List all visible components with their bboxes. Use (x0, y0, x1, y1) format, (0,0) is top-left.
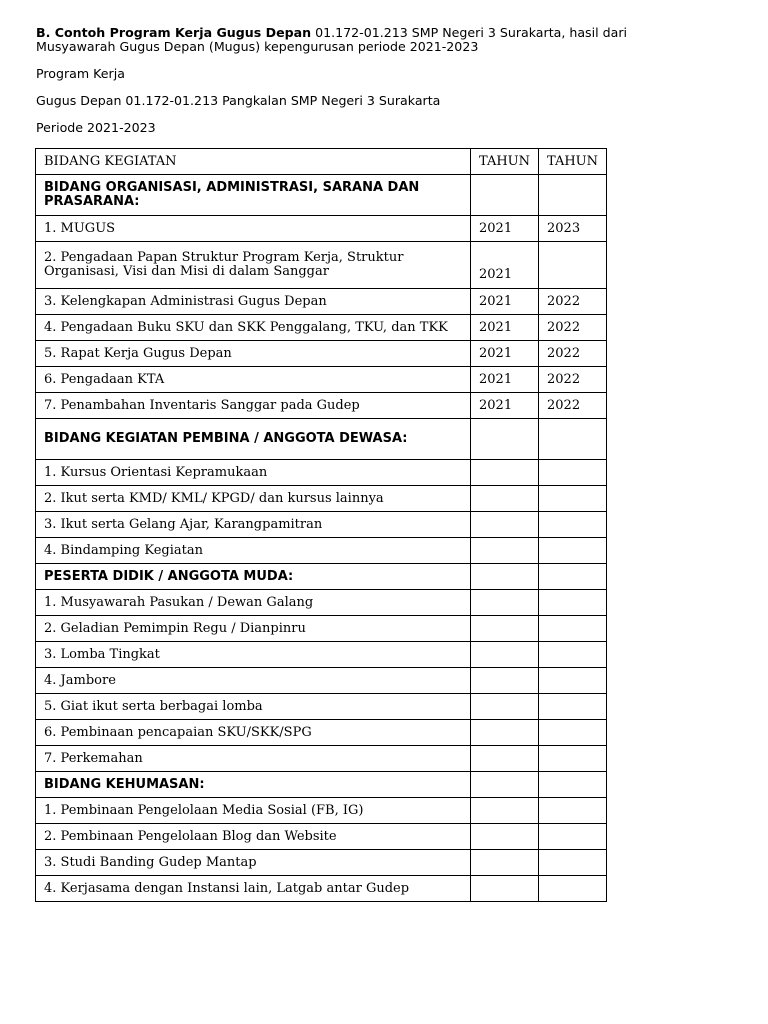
kegiatan-cell: 4. Jambore (36, 668, 471, 694)
tahun-1-cell (471, 590, 539, 616)
tahun-2-cell (539, 242, 607, 289)
tahun-2-cell (539, 746, 607, 772)
tahun-2-cell (539, 419, 607, 460)
section-heading: PESERTA DIDIK / ANGGOTA MUDA: (36, 564, 471, 590)
tahun-2-cell: 2022 (539, 315, 607, 341)
program-kerja-line: Program Kerja (36, 66, 125, 81)
kegiatan-cell: 1. Kursus Orientasi Kepramukaan (36, 460, 471, 486)
tahun-1-cell (471, 720, 539, 746)
table-row (36, 590, 607, 616)
tahun-1-cell: 2021 (471, 289, 539, 315)
kegiatan-cell: 6. Pengadaan KTA (36, 367, 471, 393)
document-intro (36, 26, 736, 135)
table-row (36, 642, 607, 668)
tahun-1-cell (471, 668, 539, 694)
table-row (36, 216, 607, 242)
tahun-1-cell (471, 538, 539, 564)
section-heading: BIDANG ORGANISASI, ADMINISTRASI, SARANA DAN PRASARANA: (36, 175, 471, 216)
tahun-1-cell: 2021 (471, 242, 539, 289)
kegiatan-cell: 4. Bindamping Kegiatan (36, 538, 471, 564)
program-table (35, 148, 607, 902)
tahun-2-cell (539, 876, 607, 902)
table-section-row (36, 564, 607, 590)
tahun-1-cell (471, 694, 539, 720)
tahun-2-cell (539, 486, 607, 512)
tahun-1-cell (471, 564, 539, 590)
tahun-1-cell (471, 616, 539, 642)
tahun-2-cell (539, 668, 607, 694)
tahun-2-cell (539, 590, 607, 616)
tahun-1-cell (471, 460, 539, 486)
kegiatan-cell: 4. Pengadaan Buku SKU dan SKK Penggalang, TKU, dan TKK (36, 315, 471, 341)
table-row (36, 668, 607, 694)
section-heading: BIDANG KEGIATAN PEMBINA / ANGGOTA DEWASA: (36, 419, 471, 460)
tahun-1-cell (471, 772, 539, 798)
tahun-2-cell (539, 175, 607, 216)
tahun-2-cell: 2022 (539, 341, 607, 367)
tahun-1-cell (471, 798, 539, 824)
tahun-1-cell (471, 175, 539, 216)
tahun-1-cell (471, 876, 539, 902)
kegiatan-cell: 1. Pembinaan Pengelolaan Media Sosial (FB, IG) (36, 798, 471, 824)
tahun-1-cell: 2021 (471, 315, 539, 341)
kegiatan-cell: 3. Kelengkapan Administrasi Gugus Depan (36, 289, 471, 315)
table-row (36, 746, 607, 772)
kegiatan-cell: 3. Ikut serta Gelang Ajar, Karangpamitran (36, 512, 471, 538)
table-row (36, 512, 607, 538)
tahun-2-cell (539, 616, 607, 642)
table-row (36, 242, 607, 289)
tahun-2-cell (539, 824, 607, 850)
kegiatan-cell: 5. Rapat Kerja Gugus Depan (36, 341, 471, 367)
table-row (36, 694, 607, 720)
header-tahun-2: TAHUN (539, 149, 607, 175)
kegiatan-cell: 6. Pembinaan pencapaian SKU/SKK/SPG (36, 720, 471, 746)
gudep-line: Gugus Depan 01.172-01.213 Pangkalan SMP Negeri 3 Surakarta (36, 93, 441, 108)
table-row (36, 367, 607, 393)
program-table-body (36, 149, 607, 902)
kegiatan-cell: 1. Musyawarah Pasukan / Dewan Galang (36, 590, 471, 616)
kegiatan-cell: 2. Pembinaan Pengelolaan Blog dan Website (36, 824, 471, 850)
tahun-1-cell (471, 824, 539, 850)
table-header-row (36, 149, 607, 175)
tahun-2-cell (539, 720, 607, 746)
tahun-2-cell (539, 564, 607, 590)
table-row (36, 798, 607, 824)
table-row (36, 486, 607, 512)
tahun-2-cell (539, 460, 607, 486)
table-section-row (36, 419, 607, 460)
intro-title-bold: B. Contoh Program Kerja Gugus Depan (36, 25, 312, 40)
kegiatan-cell: 7. Perkemahan (36, 746, 471, 772)
tahun-1-cell: 2021 (471, 341, 539, 367)
tahun-2-cell (539, 538, 607, 564)
tahun-2-cell: 2023 (539, 216, 607, 242)
tahun-2-cell (539, 850, 607, 876)
tahun-1-cell: 2021 (471, 367, 539, 393)
tahun-2-cell: 2022 (539, 289, 607, 315)
tahun-1-cell: 2021 (471, 393, 539, 419)
table-row (36, 824, 607, 850)
intro-title-rest: 01.172-01.213 SMP Negeri 3 Surakarta, hasil dari (311, 25, 628, 40)
table-row (36, 315, 607, 341)
kegiatan-cell: 3. Lomba Tingkat (36, 642, 471, 668)
periode-line: Periode 2021-2023 (36, 120, 156, 135)
tahun-2-cell: 2022 (539, 367, 607, 393)
kegiatan-cell: 7. Penambahan Inventaris Sanggar pada Gudep (36, 393, 471, 419)
table-row (36, 393, 607, 419)
kegiatan-cell: 1. MUGUS (36, 216, 471, 242)
intro-title-line2: Musyawarah Gugus Depan (Mugus) kepengurusan periode 2021-2023 (36, 39, 479, 54)
tahun-2-cell: 2022 (539, 393, 607, 419)
section-heading: BIDANG KEHUMASAN: (36, 772, 471, 798)
kegiatan-cell: 4. Kerjasama dengan Instansi lain, Latgab antar Gudep (36, 876, 471, 902)
tahun-1-cell (471, 419, 539, 460)
tahun-2-cell (539, 694, 607, 720)
tahun-2-cell (539, 772, 607, 798)
tahun-1-cell (471, 486, 539, 512)
header-tahun-1: TAHUN (471, 149, 539, 175)
intro-title (36, 26, 736, 40)
table-row (36, 876, 607, 902)
table-row (36, 341, 607, 367)
kegiatan-cell: 3. Studi Banding Gudep Mantap (36, 850, 471, 876)
tahun-1-cell: 2021 (471, 216, 539, 242)
header-bidang-kegiatan: BIDANG KEGIATAN (36, 149, 471, 175)
tahun-2-cell (539, 642, 607, 668)
table-row (36, 289, 607, 315)
tahun-2-cell (539, 798, 607, 824)
kegiatan-cell: 2. Geladian Pemimpin Regu / Dianpinru (36, 616, 471, 642)
table-section-row (36, 772, 607, 798)
tahun-2-cell (539, 512, 607, 538)
tahun-1-cell (471, 850, 539, 876)
kegiatan-cell: 2. Ikut serta KMD/ KML/ KPGD/ dan kursus lainnya (36, 486, 471, 512)
table-section-row (36, 175, 607, 216)
kegiatan-cell: 5. Giat ikut serta berbagai lomba (36, 694, 471, 720)
table-row (36, 850, 607, 876)
tahun-1-cell (471, 512, 539, 538)
table-row (36, 538, 607, 564)
table-row (36, 460, 607, 486)
tahun-1-cell (471, 642, 539, 668)
kegiatan-cell: 2. Pengadaan Papan Struktur Program Kerja, Struktur Organisasi, Visi dan Misi di dalam Sanggar (36, 242, 471, 289)
tahun-1-cell (471, 746, 539, 772)
table-row (36, 720, 607, 746)
table-row (36, 616, 607, 642)
